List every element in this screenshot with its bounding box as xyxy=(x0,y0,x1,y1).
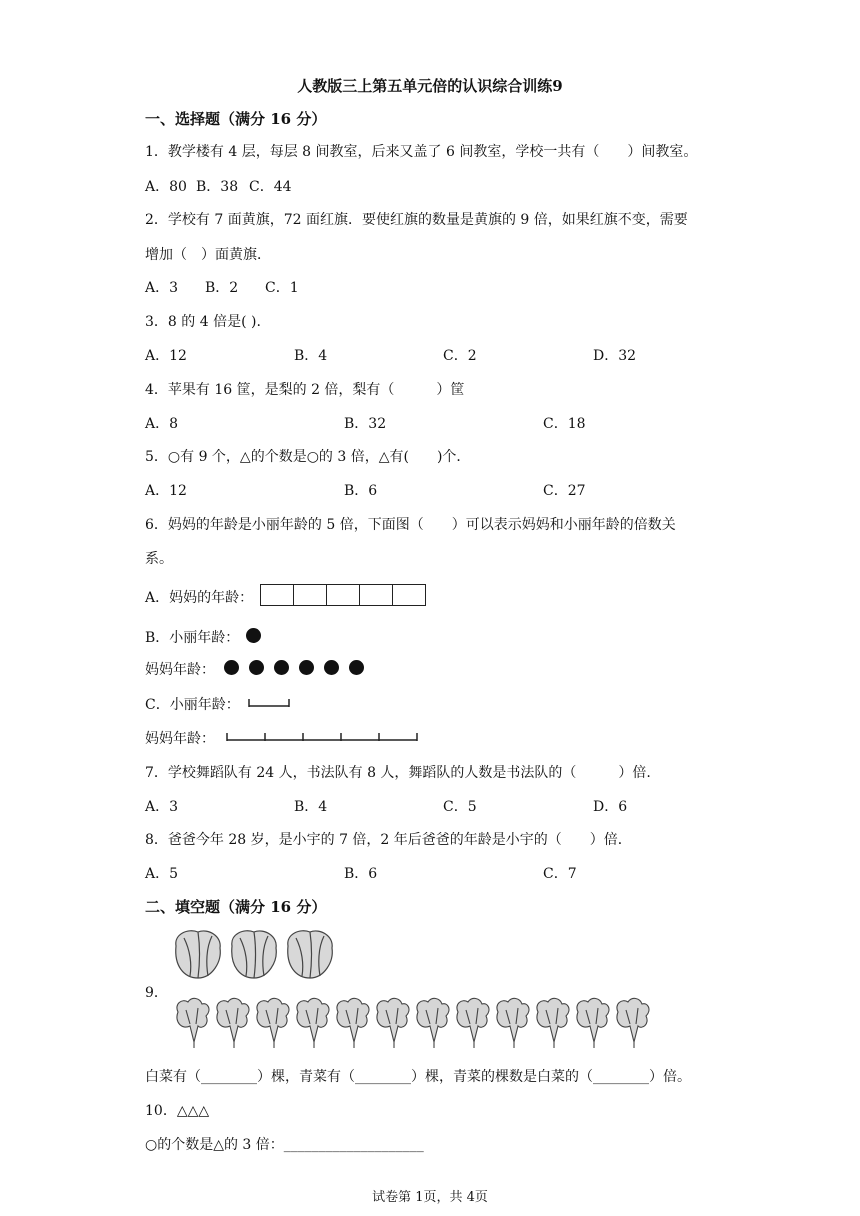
q7-option-d: D．6 xyxy=(593,799,628,815)
q6-option-b-label: B．小丽年龄： xyxy=(145,630,240,646)
q4-option-c: C．18 xyxy=(543,416,586,432)
page-footer: 试卷第 1页，共 4页 xyxy=(372,1190,488,1205)
question-2-line1: 2．学校有 7 面黄旗，72 面红旗．要使红旗的数量是黄旗的 9 倍，如果红旗不变，需要 xyxy=(145,212,688,228)
q6-b-dot-mom xyxy=(299,660,314,675)
q3-option-d: D．32 xyxy=(593,348,637,364)
q6-b-dot-mom xyxy=(324,660,339,675)
q7-option-a: A．3 xyxy=(145,799,179,815)
q2-option-b: B．2 xyxy=(205,280,239,296)
question-7: 7．学校舞蹈队有 24 人，书法队有 8 人，舞蹈队的人数是书法队的（ ）倍. xyxy=(145,765,651,781)
q4-option-b: B．32 xyxy=(344,416,387,432)
q1-option-b: B．38 xyxy=(196,179,239,195)
q2-option-c: C．1 xyxy=(265,280,299,296)
question-5: 5．○有 9 个，△的个数是○的 3 倍，△有( )个． xyxy=(145,449,471,465)
q3-option-c: C．2 xyxy=(443,348,477,364)
q4-option-a: A．8 xyxy=(145,416,179,432)
q6-b-dot-daughter xyxy=(246,628,261,643)
question-3: 3．8 的 4 倍是( ). xyxy=(145,314,261,330)
q6-b-dot-mom xyxy=(349,660,364,675)
q8-option-c: C．7 xyxy=(543,866,577,882)
question-2-line2: 增加（ ）面黄旗． xyxy=(145,247,271,263)
q6-option-a-label: A．妈妈的年龄： xyxy=(145,590,254,606)
q5-option-b: B．6 xyxy=(344,483,378,499)
q1-option-a: A．80 xyxy=(145,179,187,195)
q3-option-a: A．12 xyxy=(145,348,187,364)
question-6-line1: 6．妈妈的年龄是小丽年龄的 5 倍，下面图（ ）可以表示妈妈和小丽年龄的倍数关 xyxy=(145,517,676,533)
question-8: 8．爸爸今年 28 岁，是小宇的 7 倍，2 年后爸爸的年龄是小宇的（ ）倍． xyxy=(145,832,632,848)
q6-b-dot-mom xyxy=(274,660,289,675)
q8-option-a: A．5 xyxy=(145,866,179,882)
q7-option-b: B．4 xyxy=(294,799,328,815)
q3-option-b: B．4 xyxy=(294,348,328,364)
q1-option-c: C．44 xyxy=(249,179,292,195)
question-10-stem: 10．△△△ xyxy=(145,1103,210,1119)
q7-option-c: C．5 xyxy=(443,799,477,815)
question-6-line2: 系。 xyxy=(145,551,173,567)
section-1-heading: 一、选择题（满分 16 分） xyxy=(145,110,327,128)
q6-c-segment-daughter xyxy=(248,696,290,708)
question-9-number: 9． xyxy=(145,985,168,1001)
page-title: 人教版三上第五单元倍的认识综合训练9 xyxy=(297,77,563,95)
q2-option-a: A．3 xyxy=(145,280,179,296)
q8-option-b: B．6 xyxy=(344,866,378,882)
question-9-text: 白菜有（________）棵，青菜有（________）棵，青菜的棵数是白菜的（________）倍。 xyxy=(145,1069,691,1085)
greens-group xyxy=(172,996,652,1052)
section-2-heading: 二、填空题（满分 16 分） xyxy=(145,898,327,916)
q5-option-c: C．27 xyxy=(543,483,586,499)
question-4: 4．苹果有 16 筐，是梨的 2 倍，梨有（ ）筐 xyxy=(145,382,465,398)
cabbage-group xyxy=(170,926,340,982)
q6-option-c-label: C．小丽年龄： xyxy=(145,697,240,713)
q5-option-a: A．12 xyxy=(145,483,187,499)
question-1: 1．教学楼有 4 层，每层 8 间教室，后来又盖了 6 间教室，学校一共有（ ）间教室。 xyxy=(145,144,698,160)
q6-b-dot-mom xyxy=(224,660,239,675)
q6-b-dot-mom xyxy=(249,660,264,675)
q6-option-c-mom-label: 妈妈年龄： xyxy=(145,731,215,747)
q6-c-segment-mom xyxy=(226,730,420,742)
q6-option-b-mom-label: 妈妈年龄： xyxy=(145,662,215,678)
question-10-text: ○的个数是△的 3 倍：____________________ xyxy=(145,1137,424,1153)
q6-option-a-boxes xyxy=(261,584,426,606)
